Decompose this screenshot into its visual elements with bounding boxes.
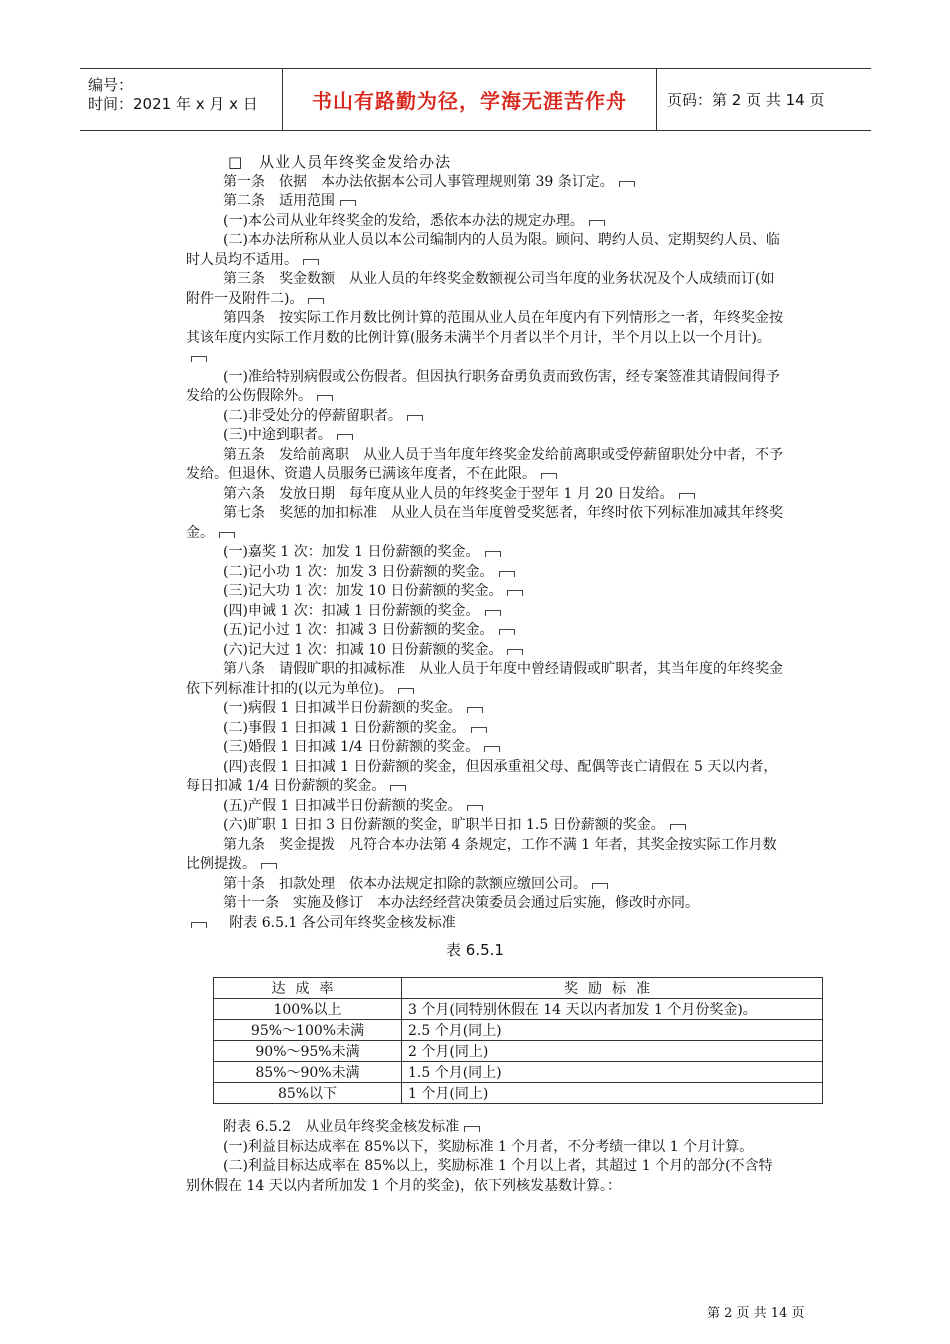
paragraph: 第六条 发放日期 每年度从业人员的年终奖金于翌年 1 月 20 日发给。 <box>186 485 786 505</box>
return-mark-icon <box>464 1126 480 1132</box>
paragraph: (五)记小过 1 次：扣减 3 日份薪额的奖金。 <box>186 621 786 641</box>
return-mark-icon <box>467 805 483 811</box>
paragraph: (一)本公司从业年终奖金的发给，悉依本办法的规定办理。 <box>186 212 786 232</box>
header-motto: 书山有路勤为径，学海无涯苦作舟 <box>312 89 627 113</box>
return-mark-icon <box>499 571 515 577</box>
paragraph: (四)申诫 1 次：扣减 1 日份薪额的奖金。 <box>186 602 786 622</box>
paragraph: (二)记小功 1 次：加发 3 日份薪额的奖金。 <box>186 563 786 583</box>
return-mark-icon <box>679 493 695 499</box>
paragraph: 第九条 奖金提拨 凡符合本办法第 4 条规定，工作不满 1 年者，其奖金按实际工作月数比例提拨。 <box>186 836 777 872</box>
rate-cell: 85%～90%未满 <box>214 1062 402 1083</box>
return-mark-icon <box>407 415 423 421</box>
column-header-rate: 达成率 <box>214 978 402 999</box>
column-header-standard: 奖励标准 <box>402 978 823 999</box>
return-mark-icon <box>337 434 353 440</box>
standard-cell: 3 个月(同特别休假在 14 天以内者加发 1 个月份奖金)。 <box>402 999 823 1020</box>
page-footer: 第 2 页 共 14 页 <box>707 1306 805 1321</box>
rate-cell: 85%以下 <box>214 1083 402 1104</box>
rate-cell: 95%～100%未满 <box>214 1020 402 1041</box>
header-page-cell <box>657 69 871 130</box>
paragraph: 第五条 发给前离职 从业人员于当年度年终奖金发给前离职或受停薪留职处分中者，不予发给。但退休、资遣人员服务已满该年度者，不在此限。 <box>186 446 783 482</box>
paragraph: (二)本办法所称从业人员以本公司编制内的人员为限。顾问、聘约人员、定期契约人员、临时人员均不适用。 <box>186 232 780 268</box>
return-mark-icon <box>467 707 483 713</box>
header-page-label: 页码：第 2 页 共 14 页 <box>667 91 825 109</box>
return-mark-icon <box>340 200 356 206</box>
paragraph: 第八条 请假旷职的扣减标准 从业人员于年度中曾经请假或旷职者，其当年度的年终奖金依下列标准计扣的(以元为单位)。 <box>186 661 783 697</box>
return-mark-icon <box>191 922 207 928</box>
return-mark-icon <box>390 785 406 791</box>
rate-cell: 90%～95%未满 <box>214 1041 402 1062</box>
paragraph: (六)旷职 1 日扣 3 日份薪额的奖金，旷职半日扣 1.5 日份薪额的奖金。 <box>186 816 786 836</box>
paragraph: (二)利益目标达成率在 85%以上，奖励标准 1 个月以上者，其超过 1 个月的部分(不含特别休假在 14 天以内者所加发 1 个月的奖金)，依下列核发基数计算。： <box>186 1158 773 1194</box>
return-mark-icon <box>619 181 635 187</box>
document-body-continued <box>186 1118 786 1196</box>
paragraph: 第二条 适用范围 <box>186 192 786 212</box>
paragraph: 第十条 扣款处理 依本办法规定扣除的款额应缴回公司。 <box>186 875 786 895</box>
paragraph: (一)利益目标达成率在 85%以下，奖励标准 1 个月者，不分考绩一律以 1 个月计算。 <box>223 1138 754 1155</box>
return-mark-icon <box>485 551 501 557</box>
paragraph: 第一条 依据 本办法依据本公司人事管理规则第 39 条订定。 <box>186 173 786 193</box>
return-mark-icon <box>499 629 515 635</box>
paragraph: (六)记大过 1 次：扣减 10 日份薪额的奖金。 <box>186 641 786 661</box>
return-mark-icon <box>191 356 207 362</box>
paragraph: (四)丧假 1 日扣减 1 日份薪额的奖金，但因承重祖父母、配偶等丧亡请假在 5 天以内者，每日扣减 1/4 日份薪额的奖金。 <box>186 758 778 794</box>
rate-cell: 100%以上 <box>214 999 402 1020</box>
reward-table <box>213 977 823 1104</box>
return-mark-icon <box>507 649 523 655</box>
return-mark-icon <box>303 259 319 265</box>
table-caption: 表 6.5.1 <box>446 941 504 959</box>
doc-date-label: 时间：2021 年 x 月 x 日 <box>88 95 258 113</box>
standard-cell: 2.5 个月(同上) <box>402 1020 823 1041</box>
return-mark-icon <box>317 395 333 401</box>
paragraph: 第十一条 实施及修订 本办法经经营决策委员会通过后实施，修改时亦同。 <box>223 895 699 911</box>
paragraph: 第三条 奖金数额 从业人员的年终奖金数额视公司当年度的业务状况及个人成绩而订(如附件一及附件二)。 <box>186 271 775 307</box>
return-mark-icon <box>308 298 324 304</box>
standard-cell: 1 个月(同上) <box>402 1083 823 1104</box>
paragraph: (三)记大功 1 次：加发 10 日份薪额的奖金。 <box>186 582 786 602</box>
header-motto-cell <box>283 69 657 130</box>
doc-number-label: 编号： <box>88 76 134 94</box>
paragraph: (二)事假 1 日扣减 1 日份薪额的奖金。 <box>186 719 786 739</box>
table-row <box>214 999 823 1020</box>
return-mark-icon <box>592 883 608 889</box>
paragraph: (三)婚假 1 日扣减 1/4 日份薪额的奖金。 <box>186 738 786 758</box>
standard-cell: 2 个月(同上) <box>402 1041 823 1062</box>
paragraph: 第四条 按实际工作月数比例计算的范围从业人员在年度内有下列情形之一者，年终奖金按其该年度内实际工作月数的比例计算(服务未满半个月者以半个月计，半个月以上以一个月计)。 <box>186 309 786 368</box>
header-meta-cell <box>80 69 283 130</box>
paragraph: (五)产假 1 日扣减半日份薪额的奖金。 <box>186 797 786 817</box>
return-mark-icon <box>589 220 605 226</box>
document-body <box>186 153 786 933</box>
paragraph: (二)非受处分的停薪留职者。 <box>186 407 786 427</box>
annex-line: 附表 6.5.1 各公司年终奖金核发标准 <box>186 914 786 934</box>
standard-cell: 1.5 个月(同上) <box>402 1062 823 1083</box>
document-title: □ 从业人员年终奖金发给办法 <box>228 153 452 171</box>
page-header <box>80 68 871 131</box>
return-mark-icon <box>485 610 501 616</box>
paragraph: (一)准给特别病假或公伤假者。但因执行职务奋勇负责而致伤害，经专案签准其请假间得予发给的公伤假除外。 <box>186 368 780 404</box>
return-mark-icon <box>261 863 277 869</box>
table-row <box>214 1062 823 1083</box>
paragraph: (三)中途到职者。 <box>186 426 786 446</box>
paragraph: (一)病假 1 日扣减半日份薪额的奖金。 <box>186 699 786 719</box>
annex-heading: 附表 6.5.2 从业员年终奖金核发标准 <box>186 1118 786 1138</box>
return-mark-icon <box>670 824 686 830</box>
return-mark-icon <box>398 688 414 694</box>
return-mark-icon <box>484 746 500 752</box>
table-header-row <box>214 978 823 999</box>
table-row <box>214 1041 823 1062</box>
return-mark-icon <box>507 590 523 596</box>
table-row <box>214 1020 823 1041</box>
return-mark-icon <box>471 727 487 733</box>
return-mark-icon <box>541 473 557 479</box>
return-mark-icon <box>219 532 235 538</box>
table-row <box>214 1083 823 1104</box>
paragraph: (一)嘉奖 1 次：加发 1 日份薪额的奖金。 <box>186 543 786 563</box>
paragraph: 第七条 奖惩的加扣标准 从业人员在当年度曾受奖惩者，年终时依下列标准加减其年终奖金。 <box>186 505 783 541</box>
